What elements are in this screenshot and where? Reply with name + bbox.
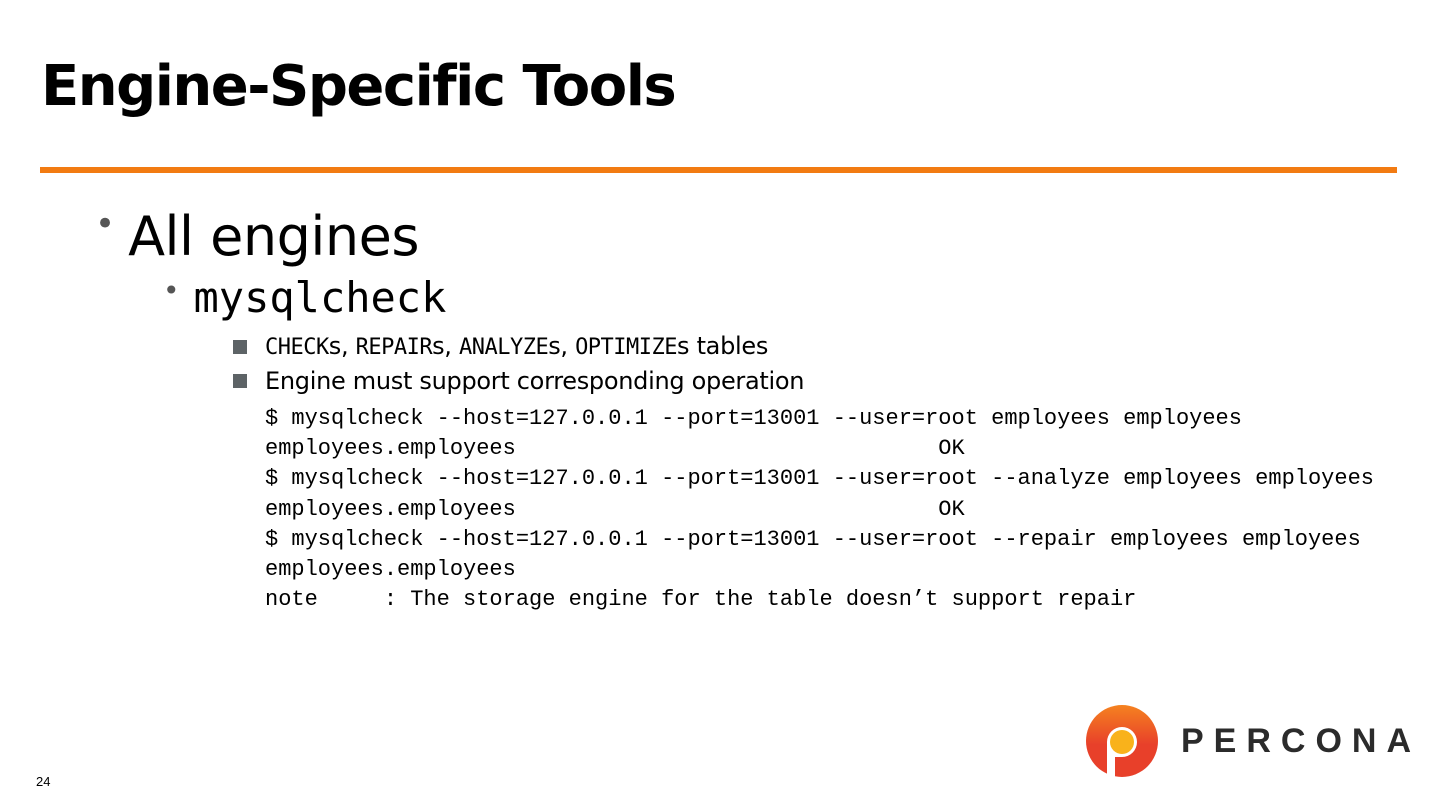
- bullet-level-3-text: [265, 331, 768, 363]
- bullet-level-3-item: [233, 366, 804, 396]
- text-fragment: Engine must support corresponding operation: [265, 367, 805, 395]
- text-fragment: s,: [432, 332, 459, 360]
- inline-code: OPTIMIZE: [575, 335, 678, 360]
- percona-logo-icon: [1085, 704, 1159, 778]
- bullet-level-3-text: [265, 366, 804, 396]
- code-line: employees.employees OK: [265, 436, 965, 462]
- code-block: [265, 404, 1374, 615]
- square-bullet-icon: [233, 340, 247, 354]
- title-divider: [40, 167, 1397, 173]
- bullet-level-1: [95, 204, 419, 270]
- inline-code: CHECK: [265, 335, 329, 360]
- bullet-dot-icon: •: [163, 274, 180, 307]
- bullet-dot-icon: •: [95, 204, 116, 244]
- code-line: employees.employees OK: [265, 496, 965, 522]
- text-fragment: s tables: [677, 332, 769, 360]
- bullet-level-1-text: All engines: [128, 205, 419, 268]
- inline-code: REPAIR: [355, 335, 433, 360]
- text-fragment: s,: [548, 332, 576, 360]
- bullet-level-2-text: mysqlcheck: [193, 273, 447, 322]
- code-line: $ mysqlcheck --host=127.0.0.1 --port=13001 --user=root --repair employees employees: [265, 526, 1361, 552]
- code-line: employees.employees: [265, 557, 516, 583]
- code-line: $ mysqlcheck --host=127.0.0.1 --port=13001 --user=root --analyze employees employees: [265, 466, 1374, 492]
- brand-name: PERCONA: [1181, 722, 1422, 760]
- text-fragment: s,: [328, 332, 356, 360]
- bullet-level-2: [163, 274, 446, 322]
- code-line: $ mysqlcheck --host=127.0.0.1 --port=13001 --user=root employees employees: [265, 406, 1242, 431]
- square-bullet-icon: [233, 374, 247, 388]
- percona-logo: [1085, 704, 1421, 778]
- bullet-level-3-item: [233, 331, 768, 363]
- page-number: 24: [36, 774, 51, 789]
- inline-code: ANALYZE: [458, 335, 549, 360]
- code-line: note : The storage engine for the table doesn’t support repair: [265, 587, 1137, 613]
- slide-title: Engine-Specific Tools: [41, 54, 676, 119]
